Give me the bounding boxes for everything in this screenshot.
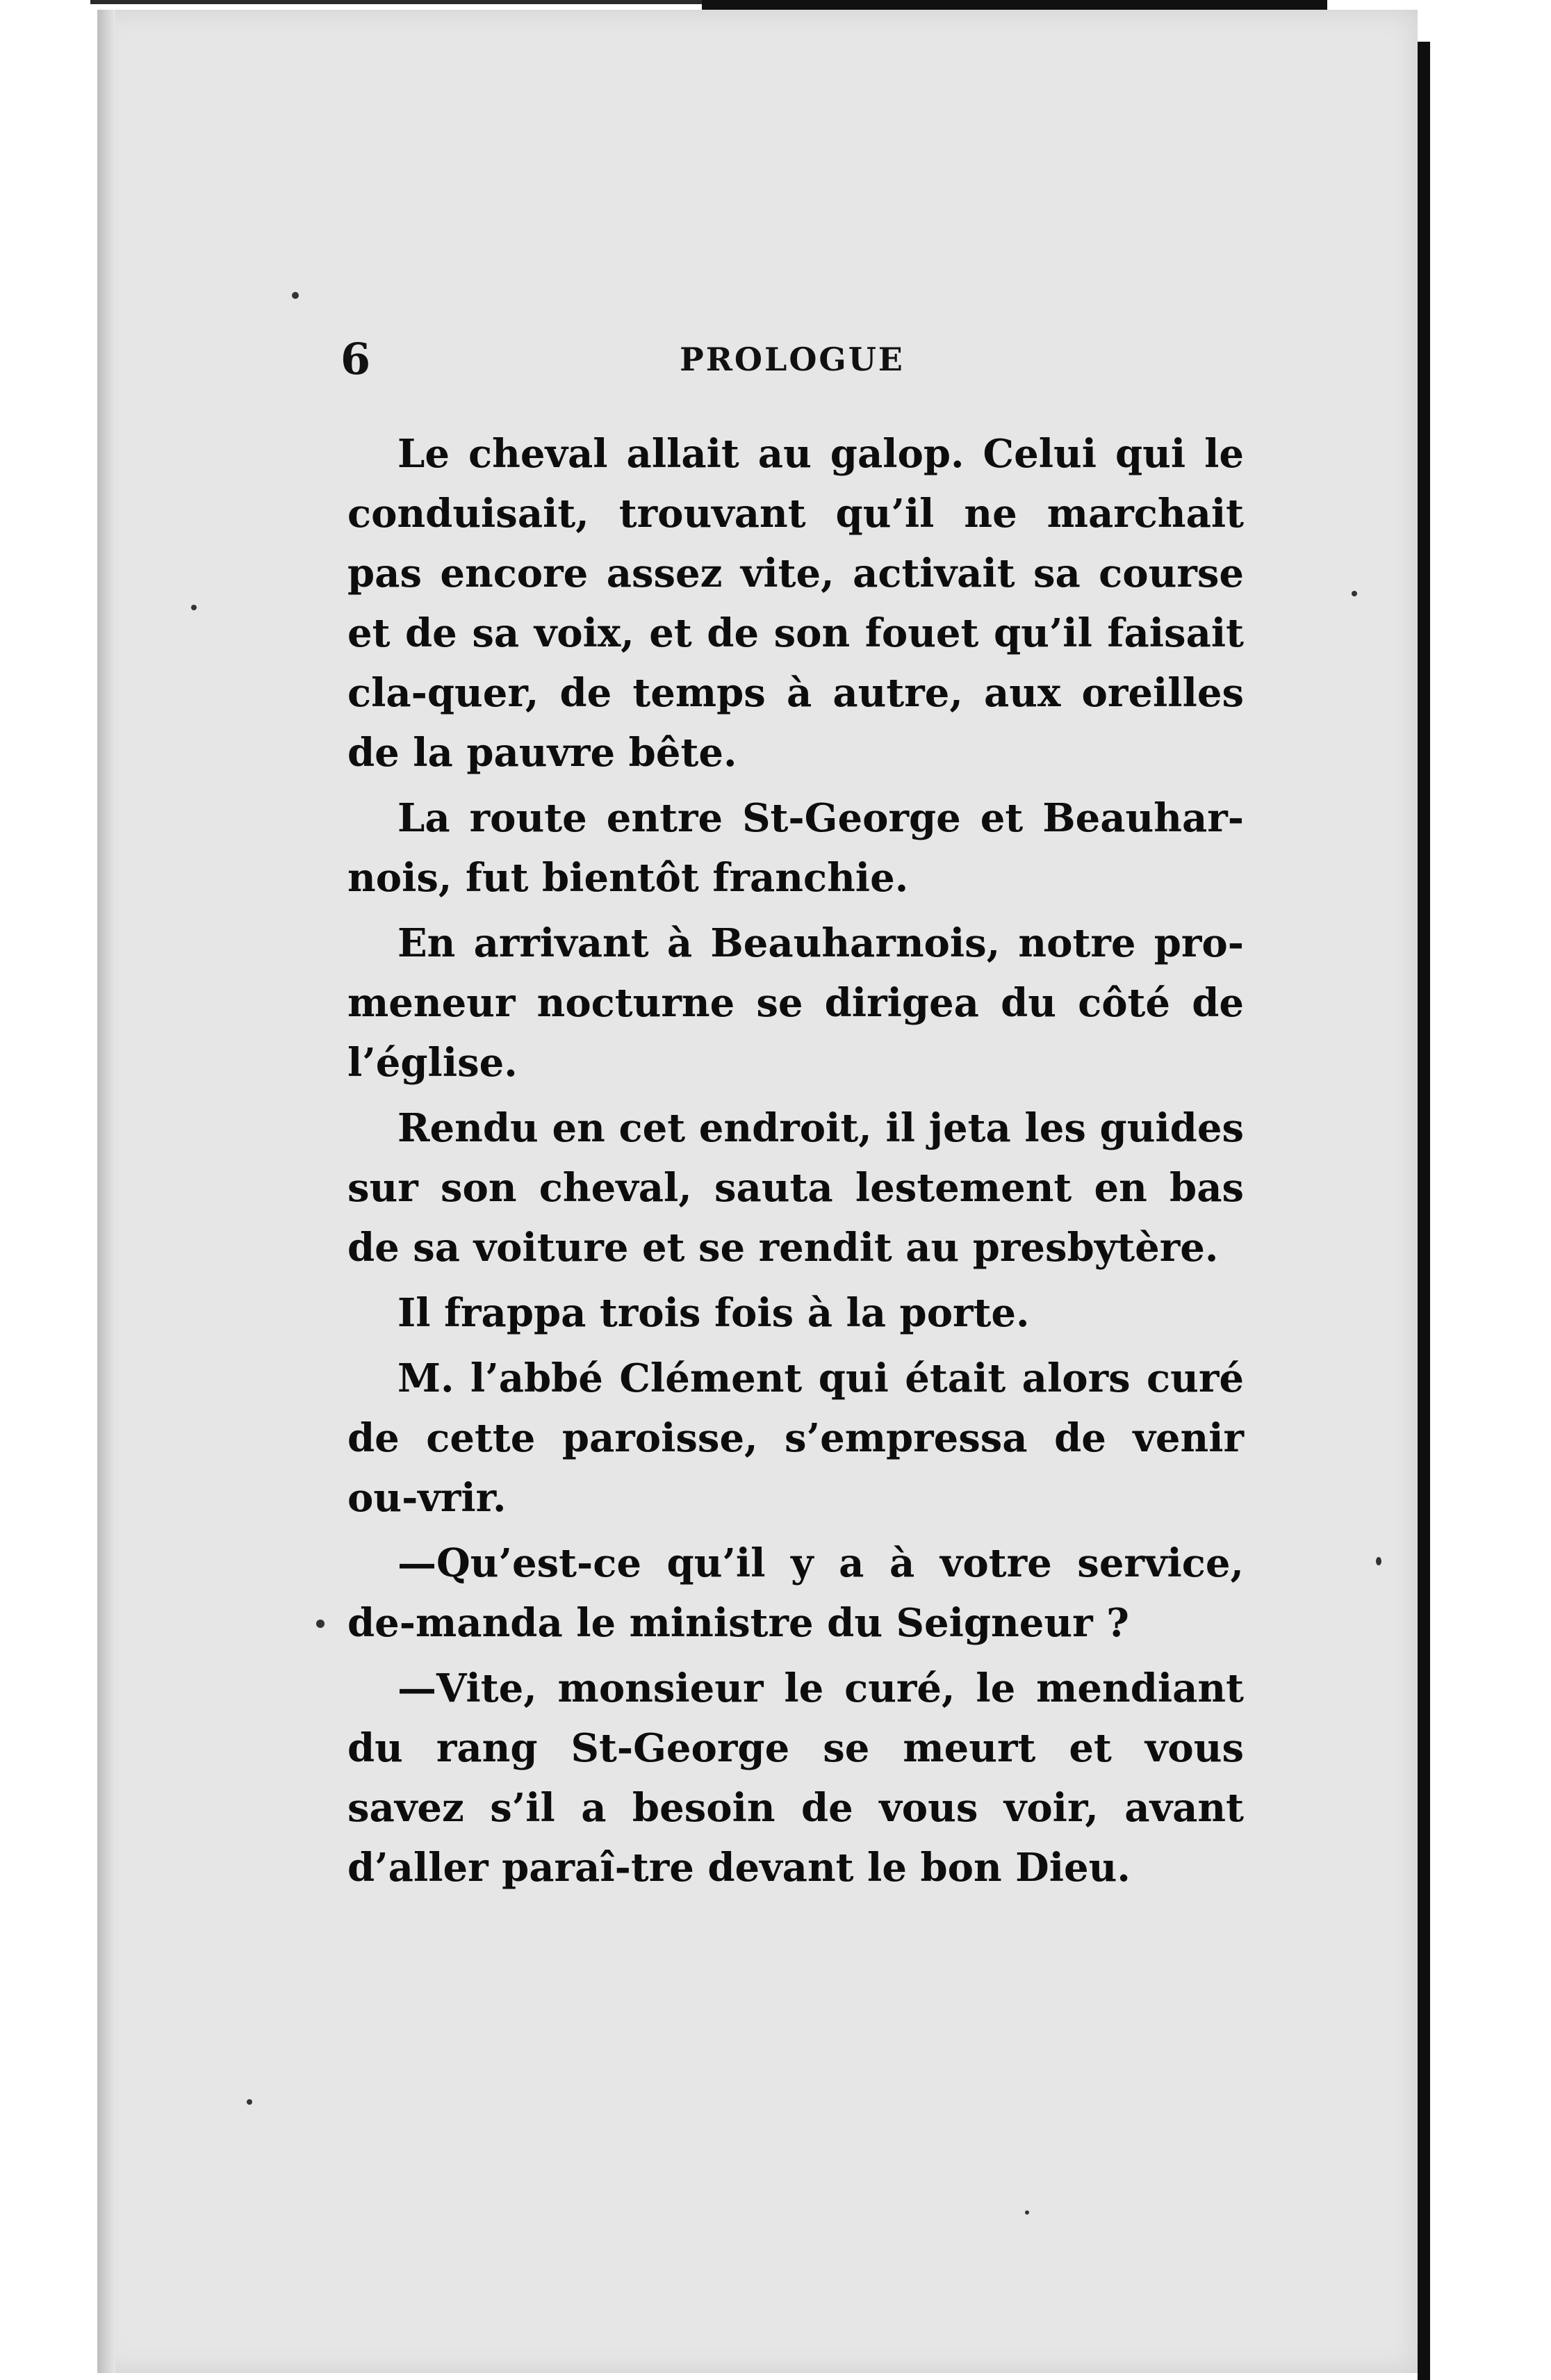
- scan-top-edge: [90, 0, 702, 4]
- paragraph: —Qu’est-ce qu’il y a à votre service, de-manda le ministre du Seigneur ?: [347, 1540, 1244, 1646]
- scan-speck: [316, 1620, 325, 1628]
- body-text: [347, 424, 1244, 1903]
- scan-margin-right: [1430, 28, 1551, 2380]
- scan-speck: [247, 2099, 252, 2105]
- paragraph: Il frappa trois fois à la porte.: [397, 1290, 1030, 1336]
- scan-speck: [1376, 1557, 1381, 1565]
- paragraph: En arrivant à Beauharnois, notre pro-meneur nocturne se dirigea du côté de l’église.: [347, 920, 1244, 1086]
- page-number: 6: [340, 334, 371, 384]
- scan-speck: [1352, 591, 1357, 596]
- scan-speck: [1025, 2210, 1029, 2215]
- paragraph: —Vite, monsieur le curé, le mendiant du rang St-George se meurt et vous savez s’il a besoin de vous voir, avant d’aller paraî-tre devant le bon Dieu.: [347, 1665, 1244, 1891]
- running-title: PROLOGUE: [680, 341, 905, 378]
- paragraph: Rendu en cet endroit, il jeta les guides sur son cheval, sauta lestement en bas de sa voiture et se rendit au presbytère.: [347, 1105, 1244, 1271]
- paragraph: Le cheval allait au galop. Celui qui le conduisait, trouvant qu’il ne marchait pas encore assez vite, activait sa course et de sa voix, et de son fouet qu’il faisait cla-quer, de temps à autre, aux oreilles de la pauvre bête.: [347, 431, 1244, 776]
- scan-speck: [292, 292, 299, 299]
- paragraph: M. l’abbé Clément qui était alors curé de cette paroisse, s’empressa de venir ou-vrir.: [347, 1355, 1244, 1521]
- paragraph: La route entre St-George et Beauhar-nois, fut bientôt franchie.: [347, 795, 1244, 901]
- scan-border-rule: [1418, 42, 1430, 2380]
- running-head: [340, 334, 1244, 396]
- scan-speck: [191, 605, 197, 610]
